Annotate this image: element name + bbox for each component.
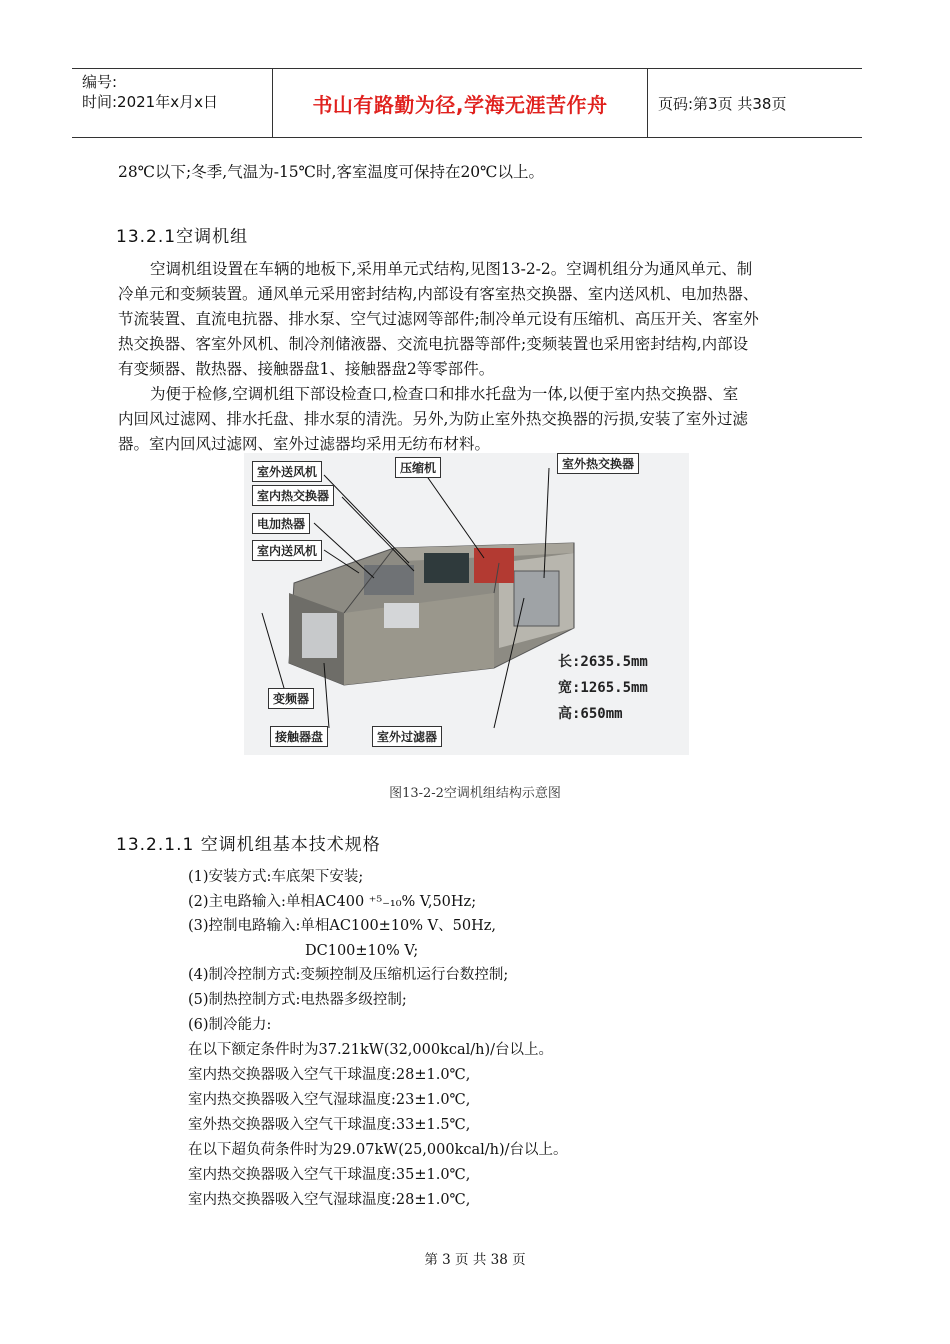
label-outdoor-filter: 室外过滤器 bbox=[372, 726, 442, 747]
specs-heading: 13.2.1.1 空调机组基本技术规格 bbox=[116, 835, 381, 855]
section-heading: 13.2.1空调机组 bbox=[116, 227, 249, 247]
spec-line: DC100±10% V; bbox=[305, 943, 419, 959]
paragraph-line: 器。室内回风过滤网、室外过滤器均采用无纺布材料。 bbox=[118, 435, 491, 453]
spec-line: 室外热交换器吸入空气干球温度:33±1.5℃, bbox=[188, 1117, 471, 1133]
label-outdoor-hx: 室外热交换器 bbox=[557, 453, 639, 474]
paragraph-line: 冷单元和变频装置。通风单元采用密封结构,内部设有客室热交换器、室内送风机、电加热器、 bbox=[118, 285, 759, 303]
spec-line: (1)安装方式:车底架下安装; bbox=[188, 869, 364, 885]
spec-line: 室内热交换器吸入空气干球温度:28±1.0℃, bbox=[188, 1067, 471, 1083]
label-indoor-hx: 室内热交换器 bbox=[252, 485, 334, 506]
header-page-cell bbox=[648, 69, 862, 137]
dimension-length: 长:2635.5mm bbox=[558, 654, 648, 670]
spec-line: (3)控制电路输入:单相AC100±10% V、50Hz, bbox=[188, 918, 496, 934]
spec-line: 在以下超负荷条件时为29.07kW(25,000kcal/h)/台以上。 bbox=[188, 1142, 568, 1158]
paragraph-line: 内回风过滤网、排水托盘、排水泵的清洗。另外,为防止室外热交换器的污损,安装了室外过滤 bbox=[118, 410, 748, 428]
spec-line: (4)制冷控制方式:变频控制及压缩机运行台数控制; bbox=[188, 967, 509, 983]
figure-caption: 图13-2-2空调机组结构示意图 bbox=[389, 786, 561, 801]
paragraph-line: 为便于检修,空调机组下部设检查口,检查口和排水托盘为一体,以便于室内热交换器、室 bbox=[150, 385, 739, 403]
spec-line: (2)主电路输入:单相AC400 ⁺⁵₋₁₀% V,50Hz; bbox=[188, 894, 477, 910]
page-footer: 第 3 页 共 38 页 bbox=[424, 1252, 526, 1268]
label-compressor: 压缩机 bbox=[395, 457, 441, 478]
dimension-width: 宽:1265.5mm bbox=[558, 680, 648, 696]
paragraph-line: 有变频器、散热器、接触器盘1、接触器盘2等零部件。 bbox=[118, 360, 495, 378]
spec-line: (6)制冷能力: bbox=[188, 1017, 272, 1033]
label-indoor-fan: 室内送风机 bbox=[252, 540, 322, 561]
document-time: 时间:2021年x月x日 bbox=[82, 93, 218, 111]
dimension-height: 高:650mm bbox=[558, 706, 623, 722]
header-page-info: 页码:第3页 共38页 bbox=[658, 94, 787, 113]
spec-line: 室内热交换器吸入空气干球温度:35±1.0℃, bbox=[188, 1167, 471, 1183]
label-heater: 电加热器 bbox=[252, 513, 310, 534]
spec-line: (5)制热控制方式:电热器多级控制; bbox=[188, 992, 407, 1008]
label-outdoor-fan: 室外送风机 bbox=[252, 461, 322, 482]
paragraph-line: 热交换器、客室外风机、制冷剂储液器、交流电抗器等部件;变频装置也采用密封结构,内部设 bbox=[118, 335, 749, 353]
spec-line: 室内热交换器吸入空气湿球温度:23±1.0℃, bbox=[188, 1092, 471, 1108]
label-inverter: 变频器 bbox=[268, 688, 314, 709]
spec-line: 室内热交换器吸入空气湿球温度:28±1.0℃, bbox=[188, 1192, 471, 1208]
header-motto: 书山有路勤为径,学海无涯苦作舟 bbox=[312, 92, 608, 117]
paragraph-line: 空调机组设置在车辆的地板下,采用单元式结构,见图13-2-2。空调机组分为通风单元、制 bbox=[150, 260, 753, 278]
label-contactor: 接触器盘 bbox=[270, 726, 328, 747]
ac-unit-figure bbox=[244, 453, 689, 755]
intro-line: 28℃以下;冬季,气温为-15℃时,客室温度可保持在20℃以上。 bbox=[118, 163, 545, 181]
page-header bbox=[72, 68, 862, 138]
document-number: 编号: bbox=[82, 73, 118, 91]
paragraph-line: 节流装置、直流电抗器、排水泵、空气过滤网等部件;制冷单元设有压缩机、高压开关、客室外 bbox=[118, 310, 759, 328]
spec-line: 在以下额定条件时为37.21kW(32,000kcal/h)/台以上。 bbox=[188, 1042, 554, 1058]
header-meta bbox=[72, 69, 273, 137]
header-motto-cell bbox=[273, 69, 648, 137]
